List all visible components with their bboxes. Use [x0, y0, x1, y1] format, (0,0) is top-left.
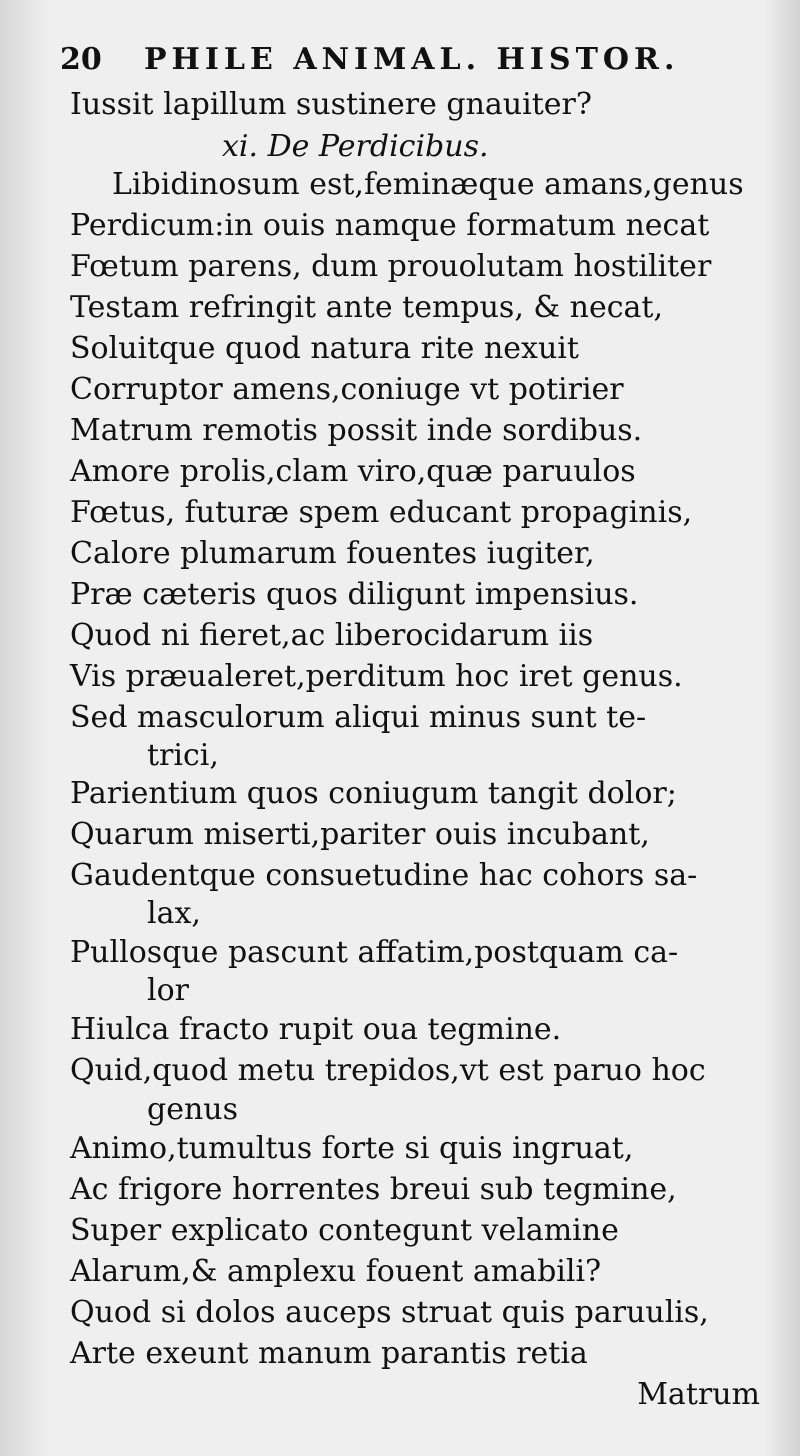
- verse-line: Fœtum parens, dum prouolutam hostiliter: [70, 249, 712, 284]
- page-header: [60, 38, 720, 82]
- verse-line: Gaudentque consuetudine hac cohors sa-: [70, 858, 698, 893]
- verse-line: Soluitque quod natura rite nexuit: [70, 331, 579, 366]
- verse-line: Hiulca fracto rupit oua tegmine.: [70, 1012, 562, 1047]
- verse-line-continuation: trici,: [147, 738, 219, 773]
- verse-line-continuation: lax,: [147, 896, 201, 931]
- verse-line: Super explicato contegunt velamine: [70, 1213, 619, 1248]
- verse-line: Pullosque pascunt affatim,postquam ca-: [70, 935, 679, 970]
- verse-line: Alarum,& amplexu fouent amabili?: [70, 1254, 602, 1289]
- opening-line: Iussit lapillum sustinere gnauiter?: [70, 87, 592, 122]
- verse-line: Calore plumarum fouentes iugiter,: [70, 536, 595, 571]
- verse-line: Corruptor amens,coniuge vt potirier: [70, 372, 624, 407]
- verse-line: Quod ni fieret,ac liberocidarum iis: [70, 618, 594, 653]
- verse-line: Præ cæteris quos diligunt impensius.: [70, 577, 639, 612]
- verse-line: Vis præualeret,perditum hoc iret genus.: [70, 659, 683, 694]
- verse-line: Quarum miserti,pariter ouis incubant,: [70, 817, 650, 852]
- page-number: 20: [60, 42, 102, 77]
- verse-line: Arte exeunt manum parantis retia: [70, 1336, 588, 1371]
- verse-line: Matrum remotis possit inde sordibus.: [70, 413, 643, 448]
- verse-line: Fœtus, futuræ spem educant propaginis,: [70, 495, 693, 530]
- verse-line: Amore prolis,clam viro,quæ paruulos: [70, 454, 636, 489]
- verse-line: Testam refringit ante tempus, & necat,: [70, 290, 663, 325]
- catchword: Matrum: [637, 1377, 760, 1412]
- verse-line: Parientium quos coniugum tangit dolor;: [70, 776, 677, 811]
- verse-line: Libidinosum est,feminæque amans,genus: [112, 167, 744, 202]
- verse-line-continuation: lor: [147, 973, 189, 1008]
- section-title: xi. De Perdicibus.: [222, 129, 489, 164]
- verse-line: Quod si dolos auceps struat quis paruulis,: [70, 1295, 709, 1330]
- running-head: PHILE ANIMAL. HISTOR.: [144, 42, 680, 77]
- verse-line: Ac frigore horrentes breui sub tegmine,: [70, 1172, 677, 1207]
- verse-line: Quid,quod metu trepidos,vt est paruo hoc: [70, 1053, 706, 1088]
- verse-line: Perdicum:in ouis namque formatum necat: [70, 208, 710, 243]
- verse-line-continuation: genus: [147, 1092, 238, 1127]
- verse-line: Animo,tumultus forte si quis ingruat,: [70, 1131, 634, 1166]
- verse-line: Sed masculorum aliqui minus sunt te-: [70, 700, 647, 735]
